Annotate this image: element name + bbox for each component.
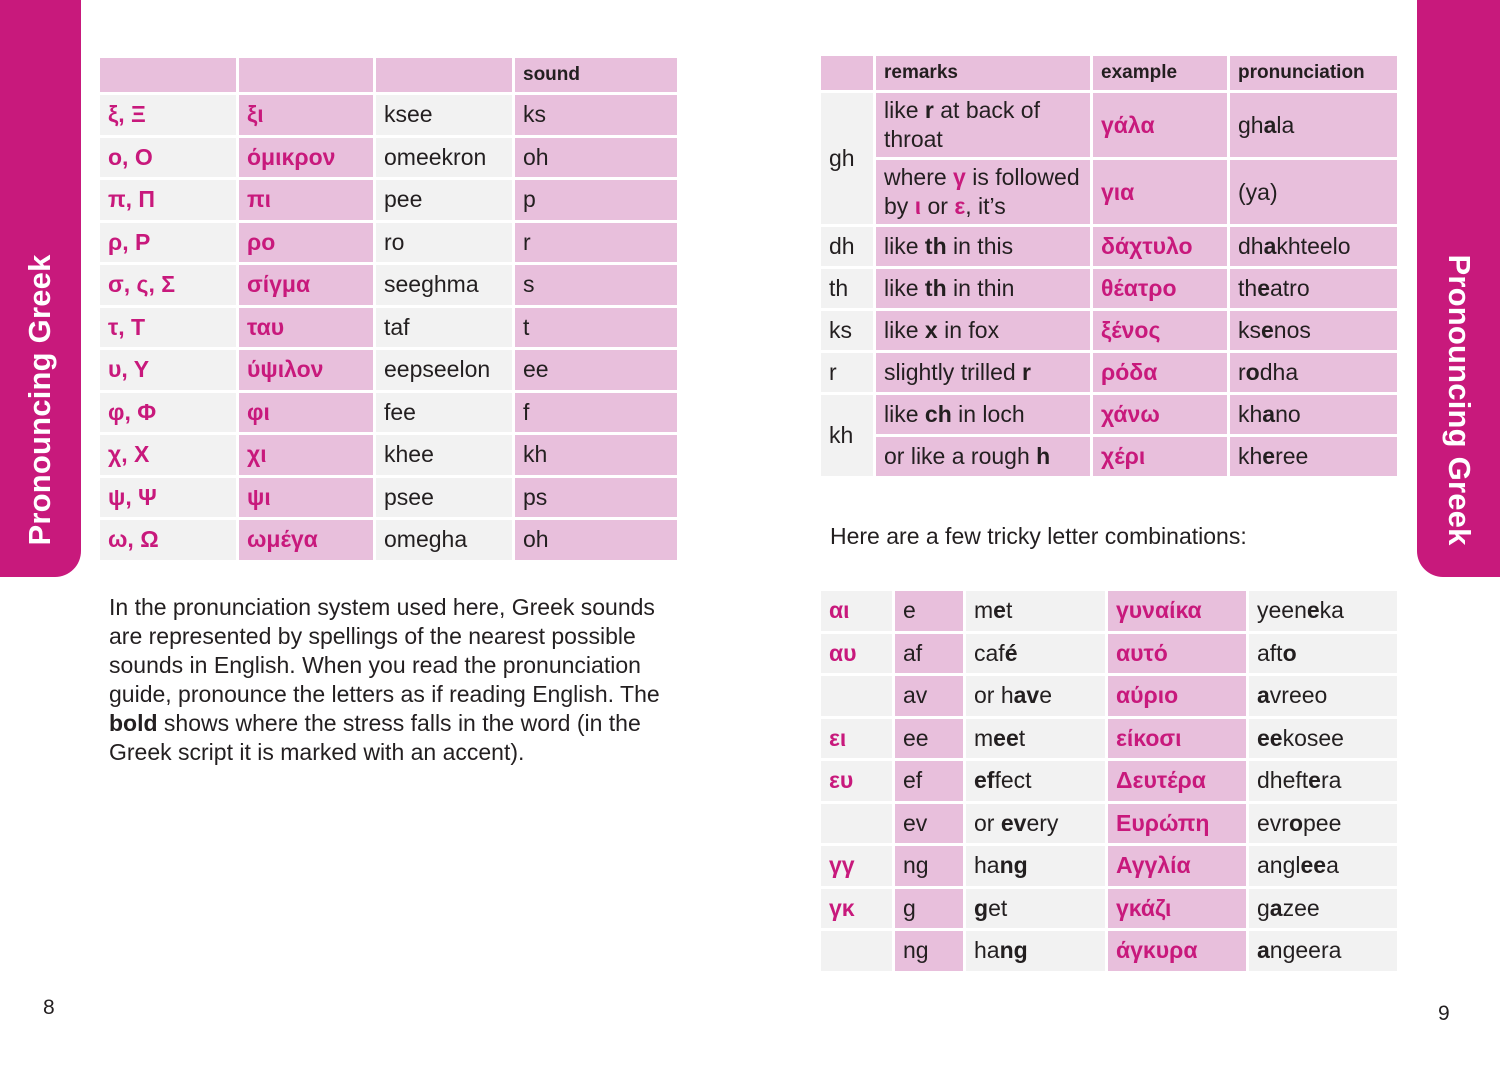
table-row bbox=[821, 889, 1397, 929]
combo-english: or have bbox=[966, 676, 1105, 716]
combo-sound: ef bbox=[895, 761, 963, 801]
remark-cell: slightly trilled r bbox=[876, 353, 1090, 392]
combo-english: hang bbox=[966, 846, 1105, 886]
combo-english: or every bbox=[966, 804, 1105, 844]
pronunciation-cell: kheree bbox=[1230, 437, 1397, 476]
letter-spoken: khee bbox=[376, 435, 512, 475]
greek-letter: χ, Χ bbox=[100, 435, 236, 475]
section-tab-label: Pronouncing Greek bbox=[1442, 254, 1477, 546]
table-header-row bbox=[100, 58, 677, 92]
greek-letter: υ, Υ bbox=[100, 350, 236, 390]
letter-sound: oh bbox=[515, 138, 677, 178]
combo-pronunciation: angleea bbox=[1249, 846, 1397, 886]
table-row bbox=[100, 520, 677, 560]
letter-name: σίγμα bbox=[239, 265, 373, 305]
greek-letter: ξ, Ξ bbox=[100, 95, 236, 135]
table-row bbox=[821, 160, 1397, 224]
letter-name: ύψιλον bbox=[239, 350, 373, 390]
combo-sound: ng bbox=[895, 931, 963, 971]
letter-spoken: ro bbox=[376, 223, 512, 263]
example-word: ξένος bbox=[1093, 311, 1227, 350]
alphabet-table bbox=[97, 55, 680, 563]
greek-letter: ψ, Ψ bbox=[100, 478, 236, 518]
letter-name: πι bbox=[239, 180, 373, 220]
combo-letters: αυ bbox=[821, 634, 892, 674]
letter-name: χι bbox=[239, 435, 373, 475]
sound-label: ks bbox=[821, 311, 873, 350]
remark-cell: like x in fox bbox=[876, 311, 1090, 350]
remark-cell: like r at back of throat bbox=[876, 93, 1090, 157]
header-cell bbox=[239, 58, 373, 92]
combo-english: met bbox=[966, 591, 1105, 631]
header-example: example bbox=[1093, 56, 1227, 90]
combo-letters: αι bbox=[821, 591, 892, 631]
letter-spoken: omeekron bbox=[376, 138, 512, 178]
pronunciation-cell: khano bbox=[1230, 395, 1397, 434]
combo-pronunciation: angeera bbox=[1249, 931, 1397, 971]
letter-spoken: taf bbox=[376, 308, 512, 348]
table-row bbox=[821, 269, 1397, 308]
letter-spoken: ksee bbox=[376, 95, 512, 135]
combo-letters: ευ bbox=[821, 761, 892, 801]
greek-letter: σ, ς, Σ bbox=[100, 265, 236, 305]
sound-label: gh bbox=[821, 93, 873, 224]
letter-name: ταυ bbox=[239, 308, 373, 348]
letter-sound: t bbox=[515, 308, 677, 348]
remark-cell: or like a rough h bbox=[876, 437, 1090, 476]
sound-label: dh bbox=[821, 227, 873, 266]
letter-name: ωμέγα bbox=[239, 520, 373, 560]
header-pronunciation: pronunciation bbox=[1230, 56, 1397, 90]
combo-sound: ee bbox=[895, 719, 963, 759]
header-sound: sound bbox=[515, 58, 677, 92]
combo-letters: ει bbox=[821, 719, 892, 759]
header-remarks: remarks bbox=[876, 56, 1090, 90]
table-row bbox=[100, 265, 677, 305]
combo-sound: e bbox=[895, 591, 963, 631]
remark-cell: like th in this bbox=[876, 227, 1090, 266]
combo-greek-word: γκάζι bbox=[1108, 889, 1246, 929]
letter-sound: f bbox=[515, 393, 677, 433]
letter-sound: r bbox=[515, 223, 677, 263]
letter-sound: oh bbox=[515, 520, 677, 560]
combo-pronunciation: yeeneka bbox=[1249, 591, 1397, 631]
table-row bbox=[821, 719, 1397, 759]
section-tab-left bbox=[0, 0, 81, 577]
section-tab-label: Pronouncing Greek bbox=[22, 254, 57, 546]
greek-letter: ο, Ο bbox=[100, 138, 236, 178]
page-number-right: 9 bbox=[1438, 1002, 1450, 1025]
table-row bbox=[821, 591, 1397, 631]
table-row bbox=[821, 93, 1397, 157]
table-row bbox=[821, 227, 1397, 266]
letter-spoken: pee bbox=[376, 180, 512, 220]
table-row bbox=[100, 478, 677, 518]
table-row bbox=[821, 353, 1397, 392]
combo-letters bbox=[821, 931, 892, 971]
remark-cell: like th in thin bbox=[876, 269, 1090, 308]
pronunciation-cell: ksenos bbox=[1230, 311, 1397, 350]
combo-letters: γκ bbox=[821, 889, 892, 929]
combo-pronunciation: dheftera bbox=[1249, 761, 1397, 801]
letter-spoken: omegha bbox=[376, 520, 512, 560]
letter-sound: s bbox=[515, 265, 677, 305]
example-word: ρόδα bbox=[1093, 353, 1227, 392]
greek-letter: φ, Φ bbox=[100, 393, 236, 433]
table-row bbox=[821, 634, 1397, 674]
remark-cell: where γ is followed by ι or ε, it’s bbox=[876, 160, 1090, 224]
combo-pronunciation: afto bbox=[1249, 634, 1397, 674]
header-cell bbox=[376, 58, 512, 92]
combo-sound: af bbox=[895, 634, 963, 674]
combo-english: get bbox=[966, 889, 1105, 929]
sound-label: kh bbox=[821, 395, 873, 476]
combo-greek-word: αύριο bbox=[1108, 676, 1246, 716]
page-number-left: 8 bbox=[43, 996, 55, 1019]
pronunciation-paragraph bbox=[109, 593, 669, 767]
letter-name: ρο bbox=[239, 223, 373, 263]
letter-sound: p bbox=[515, 180, 677, 220]
letter-spoken: fee bbox=[376, 393, 512, 433]
combo-pronunciation: evropee bbox=[1249, 804, 1397, 844]
letter-sound: kh bbox=[515, 435, 677, 475]
combo-sound: ev bbox=[895, 804, 963, 844]
combo-greek-word: άγκυρα bbox=[1108, 931, 1246, 971]
combo-sound: av bbox=[895, 676, 963, 716]
section-tab-right bbox=[1417, 0, 1500, 577]
letter-spoken: seeghma bbox=[376, 265, 512, 305]
combo-english: café bbox=[966, 634, 1105, 674]
letter-name: ξι bbox=[239, 95, 373, 135]
combo-letters: γγ bbox=[821, 846, 892, 886]
combinations-intro: Here are a few tricky letter combinations: bbox=[830, 523, 1247, 549]
greek-letter: ω, Ω bbox=[100, 520, 236, 560]
combo-english: meet bbox=[966, 719, 1105, 759]
combo-english: effect bbox=[966, 761, 1105, 801]
combo-letters bbox=[821, 804, 892, 844]
letter-combinations-table bbox=[818, 588, 1400, 974]
header-cell bbox=[821, 56, 873, 90]
letter-spoken: eepseelon bbox=[376, 350, 512, 390]
table-row bbox=[821, 676, 1397, 716]
table-row bbox=[100, 435, 677, 475]
table-row bbox=[821, 846, 1397, 886]
pronunciation-cell: dhakhteelo bbox=[1230, 227, 1397, 266]
combo-pronunciation: gazee bbox=[1249, 889, 1397, 929]
combo-greek-word: Ευρώπη bbox=[1108, 804, 1246, 844]
combo-greek-word: είκοσι bbox=[1108, 719, 1246, 759]
header-cell bbox=[100, 58, 236, 92]
example-word: θέατρο bbox=[1093, 269, 1227, 308]
combo-letters bbox=[821, 676, 892, 716]
example-word: δάχτυλο bbox=[1093, 227, 1227, 266]
letter-sound: ps bbox=[515, 478, 677, 518]
letter-sound: ee bbox=[515, 350, 677, 390]
table-row bbox=[100, 180, 677, 220]
combo-pronunciation: eekosee bbox=[1249, 719, 1397, 759]
table-row bbox=[821, 437, 1397, 476]
table-row bbox=[821, 804, 1397, 844]
consonant-remarks-table bbox=[818, 53, 1400, 479]
table-row bbox=[100, 308, 677, 348]
pronunciation-cell: theatro bbox=[1230, 269, 1397, 308]
table-row bbox=[100, 393, 677, 433]
example-word: γάλα bbox=[1093, 93, 1227, 157]
example-word: χάνω bbox=[1093, 395, 1227, 434]
table-row bbox=[100, 138, 677, 178]
combo-sound: ng bbox=[895, 846, 963, 886]
table-row bbox=[100, 350, 677, 390]
combo-english: hang bbox=[966, 931, 1105, 971]
combo-greek-word: αυτό bbox=[1108, 634, 1246, 674]
table-row bbox=[100, 95, 677, 135]
combo-sound: g bbox=[895, 889, 963, 929]
pronunciation-cell: ghala bbox=[1230, 93, 1397, 157]
sound-label: r bbox=[821, 353, 873, 392]
paragraph-text: In the pronunciation system used here, Greek sounds are represented by spellings of the nearest possible sounds in English. When you read the pronunciation guide, pronounce the letters as if reading English. The bbox=[109, 594, 660, 707]
letter-name: όμικρον bbox=[239, 138, 373, 178]
pronunciation-cell: (ya) bbox=[1230, 160, 1397, 224]
combo-greek-word: Αγγλία bbox=[1108, 846, 1246, 886]
combo-pronunciation: avreeo bbox=[1249, 676, 1397, 716]
combo-greek-word: Δευτέρα bbox=[1108, 761, 1246, 801]
table-row bbox=[100, 223, 677, 263]
combo-greek-word: γυναίκα bbox=[1108, 591, 1246, 631]
example-word: χέρι bbox=[1093, 437, 1227, 476]
pronunciation-cell: rodha bbox=[1230, 353, 1397, 392]
table-row bbox=[821, 761, 1397, 801]
sound-label: th bbox=[821, 269, 873, 308]
letter-sound: ks bbox=[515, 95, 677, 135]
example-word: για bbox=[1093, 160, 1227, 224]
greek-letter: ρ, Ρ bbox=[100, 223, 236, 263]
letter-name: ψι bbox=[239, 478, 373, 518]
table-row bbox=[821, 311, 1397, 350]
table-header-row bbox=[821, 56, 1397, 90]
letter-spoken: psee bbox=[376, 478, 512, 518]
remark-cell: like ch in loch bbox=[876, 395, 1090, 434]
greek-letter: τ, Τ bbox=[100, 308, 236, 348]
letter-name: φι bbox=[239, 393, 373, 433]
table-row bbox=[821, 931, 1397, 971]
greek-letter: π, Π bbox=[100, 180, 236, 220]
table-row bbox=[821, 395, 1397, 434]
paragraph-text: shows where the stress falls in the word (in the Greek script it is marked with an accent). bbox=[109, 710, 641, 765]
paragraph-bold-word: bold bbox=[109, 710, 158, 736]
